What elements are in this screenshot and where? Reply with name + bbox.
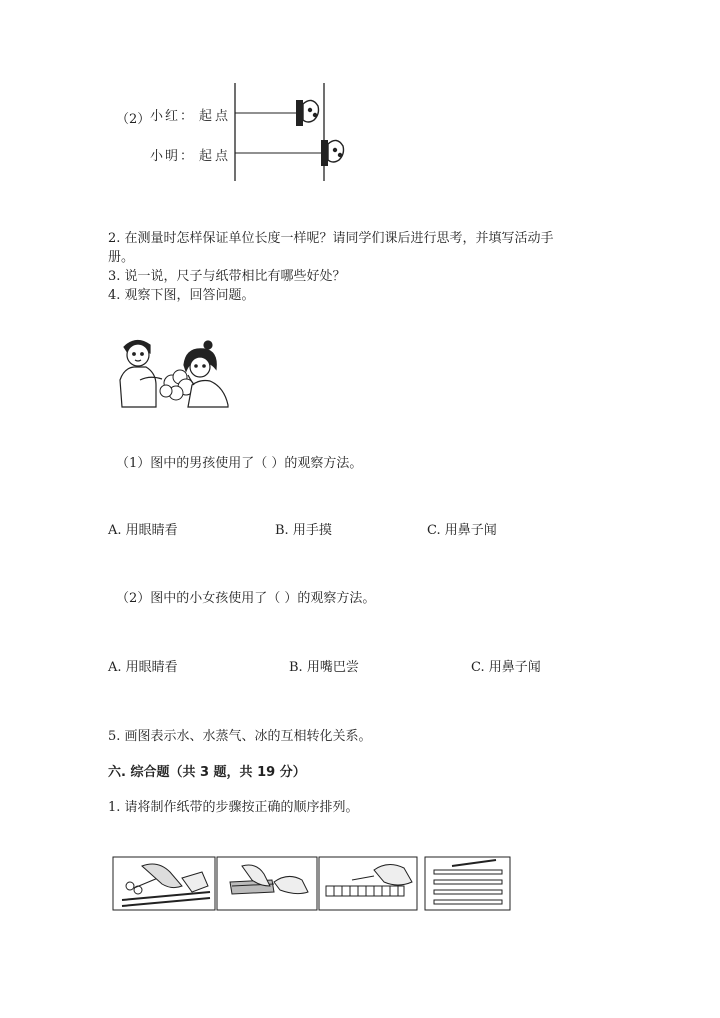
step-panel-2 <box>217 857 317 910</box>
step-panel-4 <box>425 857 510 910</box>
question-2-line2: 册。 <box>108 250 135 265</box>
question-5: 5. 画图表示水、水蒸气、冰的互相转化关系。 <box>108 729 372 744</box>
children-observing-illustration <box>110 335 240 410</box>
question-4-sub2-option-b: B. 用嘴巴尝 <box>289 660 359 675</box>
race-figure-label: （2） <box>116 112 151 127</box>
question-3: 3. 说一说，尺子与纸带相比有哪些好处？ <box>108 269 346 284</box>
runner-xiaohong-icon <box>296 100 319 126</box>
boy-figure <box>120 340 162 407</box>
race-row-start-xiaohong: 起点 <box>199 109 232 124</box>
runner-xiaoming-icon <box>321 140 344 166</box>
question-4-sub2-option-c: C. 用鼻子闻 <box>471 660 541 675</box>
question-2-line1: 2. 在测量时怎样保证单位长度一样呢？请同学们课后进行思考，并填写活动手 <box>108 231 554 246</box>
paper-strip-steps-illustration <box>112 856 512 912</box>
question-4: 4. 观察下图，回答问题。 <box>108 288 255 303</box>
question-4-sub1-option-c: C. 用鼻子闻 <box>427 523 497 538</box>
question-4-sub1-option-b: B. 用手摸 <box>275 523 332 538</box>
section-6-title: 六. 综合题（共 3 题，共 19 分） <box>108 765 306 780</box>
question-4-sub1-option-a: A. 用眼睛看 <box>108 523 178 538</box>
section-6-question-1: 1. 请将制作纸带的步骤按正确的顺序排列。 <box>108 800 359 815</box>
race-row-start-xiaoming: 起点 <box>199 149 232 164</box>
girl-figure <box>184 341 228 407</box>
question-4-sub1-prompt: （1）图中的男孩使用了（ ）的观察方法。 <box>116 456 363 471</box>
question-4-sub2-option-a: A. 用眼睛看 <box>108 660 178 675</box>
race-row-name-xiaohong: 小红： <box>150 109 196 124</box>
step-panel-1 <box>113 857 215 910</box>
race-track-diagram <box>230 80 360 185</box>
flower-object <box>160 370 194 400</box>
race-row-name-xiaoming: 小明： <box>150 149 196 164</box>
step-panel-3 <box>319 857 417 910</box>
question-4-sub2-prompt: （2）图中的小女孩使用了（ ）的观察方法。 <box>116 591 376 606</box>
